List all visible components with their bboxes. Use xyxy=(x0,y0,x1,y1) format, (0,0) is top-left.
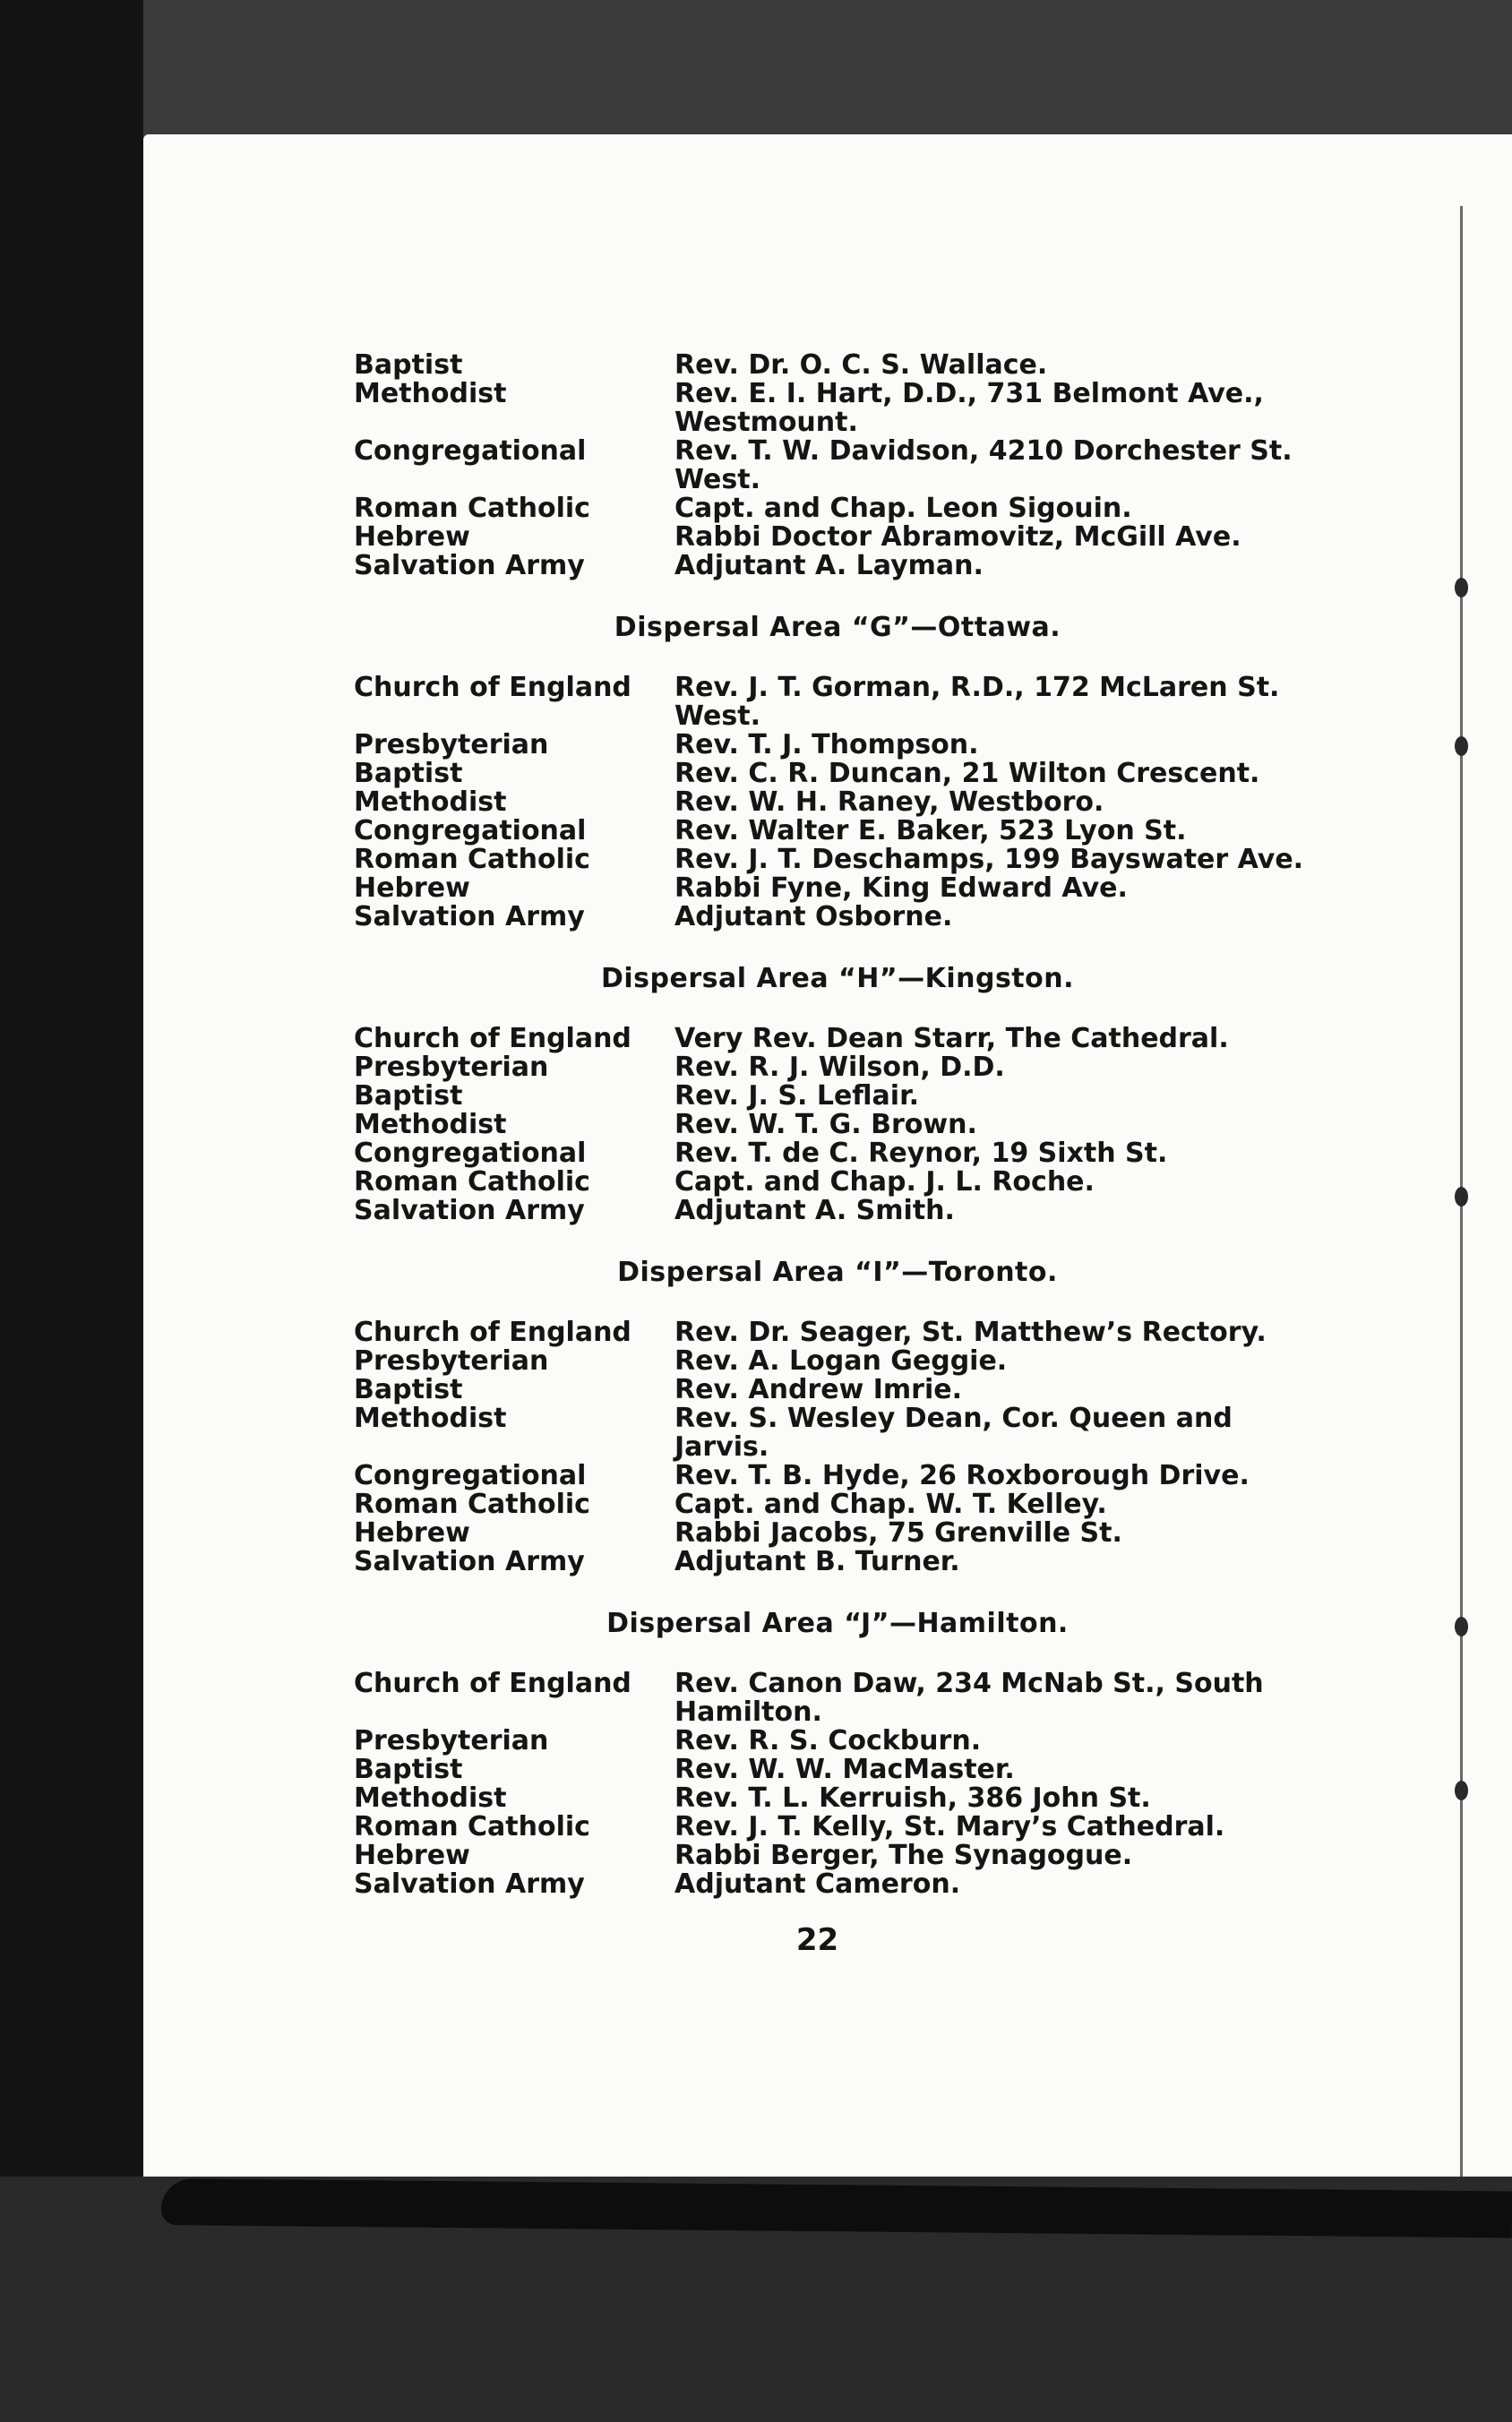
margin-mark xyxy=(1455,578,1468,597)
directory-entry xyxy=(354,380,1321,437)
clergy-name: Rev. W. T. G. Brown. xyxy=(674,1109,977,1140)
denomination: Church of England xyxy=(354,1317,631,1348)
denomination: Hebrew xyxy=(354,872,470,904)
denomination: Baptist xyxy=(354,758,463,789)
denomination: Baptist xyxy=(354,1374,463,1405)
directory-entry xyxy=(354,552,1321,580)
denomination: Methodist xyxy=(354,1109,507,1140)
directory-entry xyxy=(354,1462,1321,1490)
denomination: Congregational xyxy=(354,1460,587,1491)
section-heading: Dispersal Area “I”—Toronto. xyxy=(617,1257,1058,1288)
clergy-name: Very Rev. Dean Starr, The Cathedral. xyxy=(674,1023,1229,1054)
directory-entry xyxy=(354,903,1321,932)
clergy-name: Rev. T. L. Kerruish, 386 John St. xyxy=(674,1782,1151,1814)
denomination: Church of England xyxy=(354,672,631,703)
clergy-name: Rev. W. W. MacMaster. xyxy=(674,1754,1015,1785)
clergy-name: Rev. S. Wesley Dean, Cor. Queen and Jarvis. xyxy=(674,1403,1233,1463)
directory-entry xyxy=(354,846,1321,874)
directory-entry xyxy=(354,1756,1321,1784)
denomination: Presbyterian xyxy=(354,1052,549,1083)
clergy-name: Rev. A. Logan Geggie. xyxy=(674,1345,1008,1377)
denomination: Baptist xyxy=(354,1754,463,1785)
denomination: Hebrew xyxy=(354,1840,470,1871)
directory-entry xyxy=(354,760,1321,788)
clergy-name: Rev. T. B. Hyde, 26 Roxborough Drive. xyxy=(674,1460,1250,1491)
clergy-name: Rev. E. I. Hart, D.D., 731 Belmont Ave., Westmount. xyxy=(674,378,1264,438)
directory-entry xyxy=(354,817,1321,846)
directory-entry xyxy=(354,1318,1321,1347)
directory-entry xyxy=(354,1053,1321,1082)
directory-entry xyxy=(354,351,1321,380)
clergy-name: Rev. C. R. Duncan, 21 Wilton Crescent. xyxy=(674,758,1260,789)
denomination: Methodist xyxy=(354,786,507,818)
directory-entry xyxy=(354,523,1321,552)
section-montreal-continued xyxy=(354,351,1321,580)
margin-mark xyxy=(1455,736,1468,756)
directory-entry xyxy=(354,1404,1321,1462)
directory-entry xyxy=(354,1670,1321,1727)
directory-entry xyxy=(354,674,1321,731)
directory-entry xyxy=(354,1168,1321,1197)
denomination: Roman Catholic xyxy=(354,493,590,524)
directory-entry xyxy=(354,1784,1321,1813)
denomination: Hebrew xyxy=(354,1517,470,1549)
clergy-name: Rev. J. T. Deschamps, 199 Bayswater Ave. xyxy=(674,844,1304,875)
section-kingston xyxy=(354,964,1321,1225)
denomination: Roman Catholic xyxy=(354,1811,590,1842)
margin-mark xyxy=(1455,1187,1468,1207)
directory-entry xyxy=(354,494,1321,523)
directory-entry xyxy=(354,437,1321,494)
clergy-name: Adjutant Cameron. xyxy=(674,1868,961,1900)
denomination: Roman Catholic xyxy=(354,844,590,875)
clergy-name: Rabbi Doctor Abramovitz, McGill Ave. xyxy=(674,521,1241,553)
section-heading: Dispersal Area “H”—Kingston. xyxy=(601,963,1074,994)
section-hamilton xyxy=(354,1609,1321,1899)
clergy-name: Rev. R. J. Wilson, D.D. xyxy=(674,1052,1005,1083)
clergy-name: Rev. Andrew Imrie. xyxy=(674,1374,962,1405)
directory-entry xyxy=(354,1082,1321,1111)
directory-entry xyxy=(354,1870,1321,1899)
directory-entry xyxy=(354,1025,1321,1053)
clergy-directory xyxy=(354,351,1321,1958)
denomination: Baptist xyxy=(354,349,463,381)
clergy-name: Rev. Dr. Seager, St. Matthew’s Rectory. xyxy=(674,1317,1267,1348)
clergy-name: Rev. J. T. Kelly, St. Mary’s Cathedral. xyxy=(674,1811,1225,1842)
section-heading: Dispersal Area “G”—Ottawa. xyxy=(614,612,1061,643)
clergy-name: Rev. W. H. Raney, Westboro. xyxy=(674,786,1104,818)
denomination: Congregational xyxy=(354,435,587,467)
directory-entry xyxy=(354,788,1321,817)
directory-entry xyxy=(354,1139,1321,1168)
directory-entry xyxy=(354,874,1321,903)
clergy-name: Rabbi Jacobs, 75 Grenville St. xyxy=(674,1517,1122,1549)
section-ottawa xyxy=(354,613,1321,932)
denomination: Roman Catholic xyxy=(354,1166,590,1198)
directory-entry xyxy=(354,1519,1321,1548)
directory-entry xyxy=(354,731,1321,760)
clergy-name: Adjutant Osborne. xyxy=(674,901,953,932)
denomination: Congregational xyxy=(354,815,587,846)
denomination: Hebrew xyxy=(354,521,470,553)
page-number: 22 xyxy=(795,1922,839,1958)
clergy-name: Rev. Walter E. Baker, 523 Lyon St. xyxy=(674,815,1187,846)
denomination: Salvation Army xyxy=(354,1546,585,1577)
denomination: Presbyterian xyxy=(354,1345,549,1377)
denomination: Presbyterian xyxy=(354,729,549,760)
scan-background-left xyxy=(0,0,143,2422)
clergy-name: Rev. Canon Daw, 234 McNab St., South Hamilton. xyxy=(674,1668,1264,1728)
denomination: Salvation Army xyxy=(354,550,585,581)
denomination: Roman Catholic xyxy=(354,1489,590,1520)
directory-entry xyxy=(354,1842,1321,1870)
clergy-name: Rev. J. T. Gorman, R.D., 172 McLaren St. West. xyxy=(674,672,1280,732)
clergy-name: Adjutant A. Smith. xyxy=(674,1195,955,1226)
denomination: Salvation Army xyxy=(354,901,585,932)
clergy-name: Rev. T. de C. Reynor, 19 Sixth St. xyxy=(674,1138,1168,1169)
denomination: Salvation Army xyxy=(354,1868,585,1900)
margin-mark xyxy=(1455,1781,1468,1800)
clergy-name: Adjutant B. Turner. xyxy=(674,1546,960,1577)
denomination: Methodist xyxy=(354,1403,507,1434)
denomination: Baptist xyxy=(354,1080,463,1112)
directory-entry xyxy=(354,1111,1321,1139)
clergy-name: Rabbi Berger, The Synagogue. xyxy=(674,1840,1133,1871)
denomination: Methodist xyxy=(354,378,507,409)
clergy-name: Rabbi Fyne, King Edward Ave. xyxy=(674,872,1128,904)
directory-entry xyxy=(354,1548,1321,1576)
section-heading: Dispersal Area “J”—Hamilton. xyxy=(606,1608,1069,1639)
directory-entry xyxy=(354,1490,1321,1519)
clergy-name: Adjutant A. Layman. xyxy=(674,550,984,581)
denomination: Presbyterian xyxy=(354,1725,549,1756)
denomination: Salvation Army xyxy=(354,1195,585,1226)
clergy-name: Capt. and Chap. W. T. Kelley. xyxy=(674,1489,1107,1520)
section-toronto xyxy=(354,1258,1321,1576)
clergy-name: Rev. T. J. Thompson. xyxy=(674,729,979,760)
directory-entry xyxy=(354,1347,1321,1376)
clergy-name: Rev. R. S. Cockburn. xyxy=(674,1725,982,1756)
directory-entry xyxy=(354,1727,1321,1756)
directory-entry xyxy=(354,1376,1321,1404)
denomination: Church of England xyxy=(354,1668,631,1699)
directory-entry xyxy=(354,1197,1321,1225)
denomination: Congregational xyxy=(354,1138,587,1169)
denomination: Methodist xyxy=(354,1782,507,1814)
denomination: Church of England xyxy=(354,1023,631,1054)
clergy-name: Capt. and Chap. J. L. Roche. xyxy=(674,1166,1095,1198)
directory-entry xyxy=(354,1813,1321,1842)
clergy-name: Rev. Dr. O. C. S. Wallace. xyxy=(674,349,1048,381)
scan-background-top xyxy=(0,0,1512,152)
clergy-name: Capt. and Chap. Leon Sigouin. xyxy=(674,493,1132,524)
margin-mark xyxy=(1455,1617,1468,1636)
clergy-name: Rev. T. W. Davidson, 4210 Dorchester St. West. xyxy=(674,435,1293,495)
clergy-name: Rev. J. S. Leflair. xyxy=(674,1080,919,1112)
